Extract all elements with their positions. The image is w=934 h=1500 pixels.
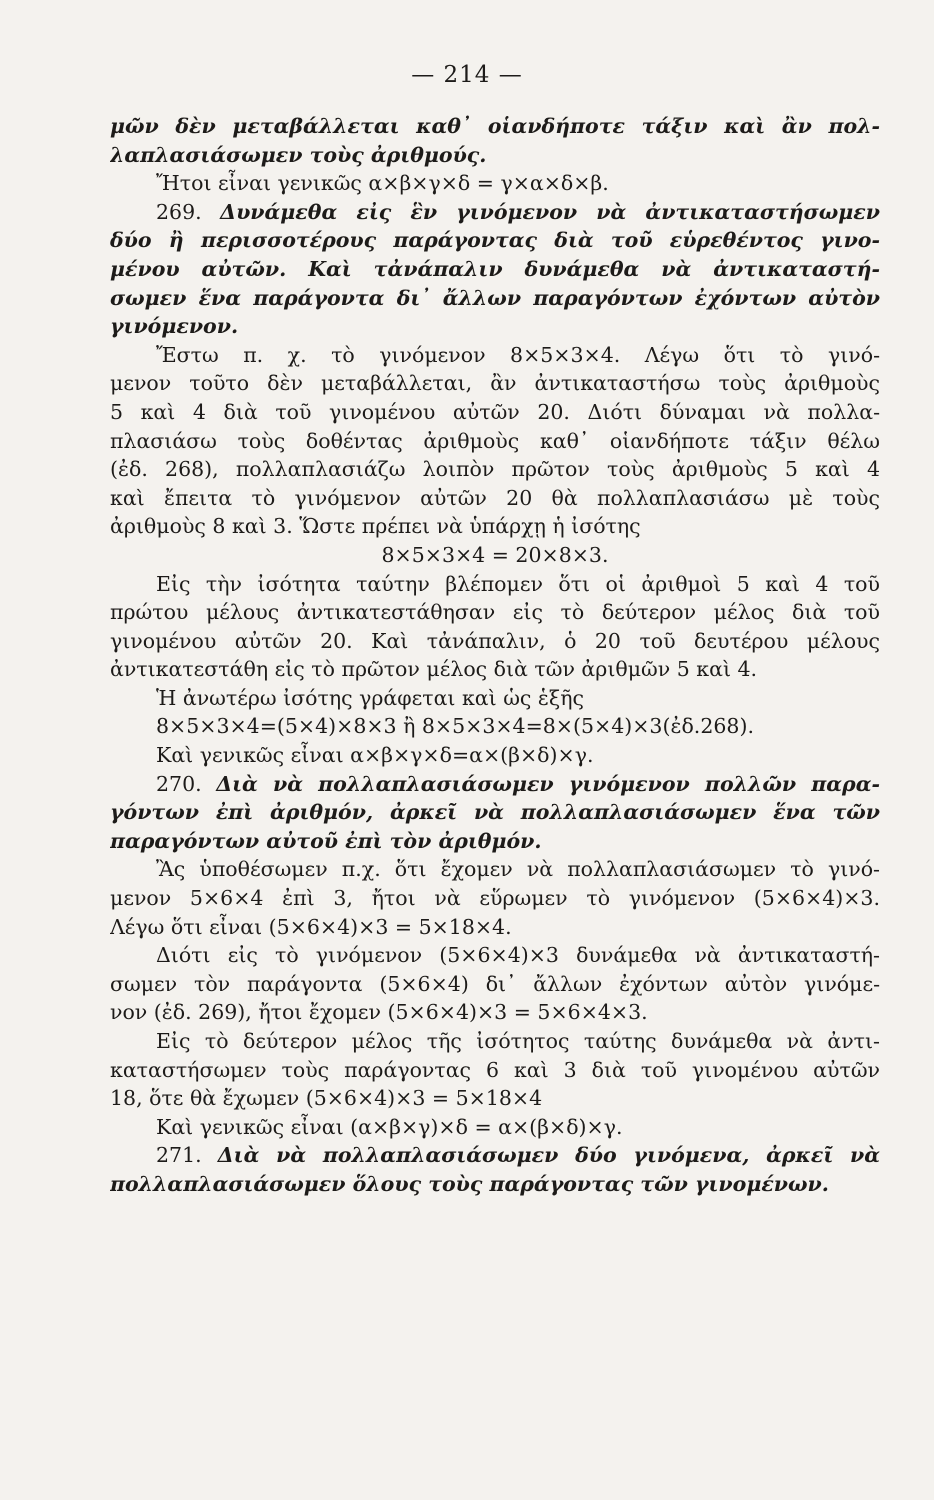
bold-italic-run: γινόμενον. [110, 314, 239, 339]
text-line [110, 712, 880, 741]
text-line [110, 655, 880, 684]
text-run: (ἐδ. 268), πολλαπλασιάζω λοιπὸν πρῶτον τοὺς ἀριθμοὺς 5 καὶ 4 [110, 457, 880, 482]
text-run: Καὶ γενικῶς εἶναι α×β×γ×δ=α×(β×δ)×γ. [156, 743, 594, 768]
text-line [110, 484, 880, 513]
page-number: — 214 — [411, 62, 523, 88]
text-line [110, 169, 880, 198]
body-text [110, 112, 880, 1199]
text-line [110, 1027, 880, 1056]
text-run: Ἔστω π. χ. τὸ γινόμενον 8×5×3×4. Λέγω ὅτι τὸ γινό- [156, 342, 880, 367]
text-line [110, 770, 880, 799]
text-run: καὶ ἔπειτα τὸ γινόμενον αὐτῶν 20 θὰ πολλαπλασιάσω μὲ τοὺς [110, 485, 880, 510]
text-run: 269. [156, 199, 221, 224]
text-line [110, 141, 880, 170]
text-line [110, 284, 880, 313]
text-run: ἀριθμοὺς 8 καὶ 3. Ὥστε πρέπει νὰ ὑπάρχῃ ἡ ἰσότης [110, 514, 641, 539]
text-line [110, 455, 880, 484]
text-run: 270. [156, 771, 217, 796]
text-run: μενον τοῦτο δὲν μεταβάλλεται, ἂν ἀντικαταστήσω τοὺς ἀριθμοὺς [110, 371, 880, 396]
bold-italic-run: δύο ἢ περισσοτέρους παράγοντας διὰ τοῦ εὑρεθέντος γινο- [110, 228, 880, 253]
text-run: Ἤτοι εἶναι γενικῶς α×β×γ×δ = γ×α×δ×β. [156, 171, 609, 196]
text-line [110, 1056, 880, 1085]
text-line [110, 1141, 880, 1170]
text-run: 18, ὅτε θὰ ἔχωμεν (5×6×4)×3 = 5×18×4 [110, 1086, 543, 1111]
text-line [110, 1170, 880, 1199]
text-line [110, 398, 880, 427]
text-line [110, 998, 880, 1027]
text-line [110, 198, 880, 227]
text-run: σωμεν τὸν παράγοντα (5×6×4) δι᾽ ἄλλων ἐχόντων αὐτὸν γινόμε- [110, 971, 880, 996]
text-line [110, 255, 880, 284]
text-run: Εἰς τὸ δεύτερον μέλος τῆς ἰσότητος ταύτης δυνάμεθα νὰ ἀντι- [156, 1029, 880, 1053]
text-line [110, 598, 880, 627]
text-run: γινομένου αὐτῶν 20. Καὶ τἀνάπαλιν, ὁ 20 τοῦ δευτέρου μέλους [110, 628, 880, 653]
text-line [110, 427, 880, 456]
text-line [110, 1113, 880, 1142]
text-line [110, 970, 880, 999]
text-line [110, 855, 880, 884]
text-line [110, 827, 880, 856]
text-run: Ἡ ἀνωτέρω ἰσότης γράφεται καὶ ὡς ἑξῆς [156, 685, 584, 710]
bold-italic-run: σωμεν ἕνα παράγοντα δι᾽ ἄλλων παραγόντων ἐχόντων αὐτὸν [110, 285, 880, 310]
bold-italic-run: Δυνάμεθα εἰς ἓν γινόμενον νὰ ἀντικαταστήσωμεν [220, 199, 880, 224]
text-line [110, 1084, 880, 1113]
text-line [110, 741, 880, 770]
bold-italic-run: μῶν δὲν μεταβάλλεται καθ᾽ οἱανδήποτε τάξιν καὶ ἂν πολ- [110, 114, 880, 138]
text-run: 8×5×3×4 = 20×8×3. [381, 542, 609, 567]
text-line [110, 627, 880, 656]
text-run: μενον 5×6×4 ἐπὶ 3, ἤτοι νὰ εὕρωμεν τὸ γινόμενον (5×6×4)×3. [110, 886, 880, 911]
text-run: πλασιάσω τοὺς δοθέντας ἀριθμοὺς καθ᾽ οἱανδήποτε τάξιν θέλω [110, 428, 880, 453]
text-line [110, 112, 880, 141]
text-line [110, 884, 880, 913]
text-run: 271. [156, 1143, 218, 1168]
text-line [110, 941, 880, 970]
text-line [110, 684, 880, 713]
text-line [110, 369, 880, 398]
text-line [110, 312, 880, 341]
text-run: Διότι εἰς τὸ γινόμενον (5×6×4)×3 δυνάμεθα νὰ ἀντικαταστή- [156, 943, 880, 968]
text-run: καταστήσωμεν τοὺς παράγοντας 6 καὶ 3 διὰ τοῦ γινομένου αὐτῶν [110, 1057, 880, 1082]
text-line [110, 913, 880, 942]
text-line [110, 226, 880, 255]
text-run: νον (ἐδ. 269), ἤτοι ἔχομεν (5×6×4)×3 = 5×6×4×3. [110, 1000, 648, 1025]
bold-italic-run: μένου αὐτῶν. Καὶ τἀνάπαλιν δυνάμεθα νὰ ἀντικαταστή- [110, 256, 880, 281]
bold-italic-run: γόντων ἐπὶ ἀριθμόν, ἀρκεῖ νὰ πολλαπλασιάσωμεν ἕνα τῶν [110, 800, 880, 825]
text-run: Εἰς τὴν ἰσότητα ταύτην βλέπομεν ὅτι οἱ ἀριθμοὶ 5 καὶ 4 τοῦ [156, 571, 880, 596]
text-run: Λέγω ὅτι εἶναι (5×6×4)×3 = 5×18×4. [110, 914, 512, 939]
text-run: Καὶ γενικῶς εἶναι (α×β×γ)×δ = α×(β×δ)×γ. [156, 1114, 623, 1139]
bold-italic-run: Διὰ νὰ πολλαπλασιάσωμεν γινόμενον πολλῶν παρα- [216, 771, 880, 796]
bold-italic-run: παραγόντων αὐτοῦ ἐπὶ τὸν ἀριθμόν. [110, 828, 542, 853]
text-run: 5 καὶ 4 διὰ τοῦ γινομένου αὐτῶν 20. Διότι δύναμαι νὰ πολλα- [110, 399, 880, 424]
text-run: 8×5×3×4=(5×4)×8×3 ἢ 8×5×3×4=8×(5×4)×3(ἐδ.268). [156, 714, 754, 739]
text-line [110, 512, 880, 541]
text-run: Ἂς ὑποθέσωμεν π.χ. ὅτι ἔχομεν νὰ πολλαπλασιάσωμεν τὸ γινό- [156, 857, 880, 882]
text-line [110, 570, 880, 599]
bold-italic-run: λαπλασιάσωμεν τοὺς ἀριθμούς. [110, 142, 487, 167]
bold-italic-run: πολλαπλασιάσωμεν ὅλους τοὺς παράγοντας τῶν γινομένων. [110, 1171, 829, 1196]
text-line [110, 341, 880, 370]
text-line [110, 541, 880, 570]
text-run: πρώτου μέλους ἀντικατεστάθησαν εἰς τὸ δεύτερον μέλος διὰ τοῦ [110, 600, 880, 625]
text-line [110, 798, 880, 827]
text-run: ἀντικατεστάθη εἰς τὸ πρῶτον μέλος διὰ τῶν ἀριθμῶν 5 καὶ 4. [110, 657, 758, 682]
bold-italic-run: Διὰ νὰ πολλαπλασιάσωμεν δύο γινόμενα, ἀρκεῖ νὰ [217, 1143, 880, 1168]
